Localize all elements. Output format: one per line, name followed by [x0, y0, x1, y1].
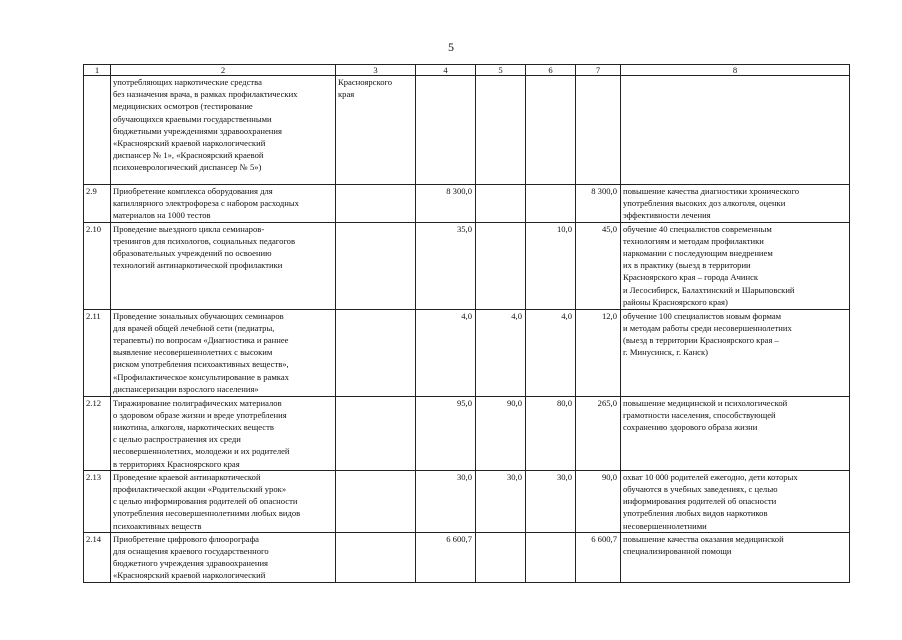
amount-year-1: 8 300,0 — [416, 185, 476, 223]
amount-total: 8 300,0 — [576, 185, 621, 223]
expected-result: повышение качества диагностики хронического употребления высоких доз алкоголя, оценки эффективности лечения — [621, 185, 850, 223]
item-code — [84, 76, 111, 185]
amount-year-3 — [526, 185, 576, 223]
item-description: Приобретение цифрового флюорографа для оснащения краевого государственного бюджетного учреждения здравоохранения «Красноярский краевой наркологический — [111, 532, 336, 582]
amount-year-2 — [476, 222, 526, 309]
item-code: 2.13 — [84, 470, 111, 532]
table-row — [84, 76, 850, 185]
table-row — [84, 222, 850, 309]
column-number: 5 — [476, 65, 526, 76]
executor-cell: Красноярского края — [336, 76, 416, 185]
column-number: 2 — [111, 65, 336, 76]
amount-year-2: 30,0 — [476, 470, 526, 532]
program-activities-table — [83, 64, 850, 583]
amount-total: 265,0 — [576, 396, 621, 470]
column-number: 8 — [621, 65, 850, 76]
expected-result: повышение медицинской и психологической грамотности населения, способствующей сохранению здорового образа жизни — [621, 396, 850, 470]
amount-year-1: 95,0 — [416, 396, 476, 470]
item-description: Проведение выездного цикла семинаров- тренингов для психологов, социальных педагогов образовательных учреждений по освоению технологий антинаркотической профилактики — [111, 222, 336, 309]
column-number: 7 — [576, 65, 621, 76]
amount-year-2: 4,0 — [476, 309, 526, 396]
table-row — [84, 396, 850, 470]
item-code: 2.12 — [84, 396, 111, 470]
column-number: 4 — [416, 65, 476, 76]
column-number: 3 — [336, 65, 416, 76]
table-row — [84, 470, 850, 532]
executor-cell — [336, 309, 416, 396]
expected-result: обучение 100 специалистов новым формам и методам работы среди несовершеннолетних (выезд в территории Красноярского края – г. Минусинск, г. Канск) — [621, 309, 850, 396]
amount-total: 12,0 — [576, 309, 621, 396]
item-description: Приобретение комплекса оборудования для капиллярного электрофореза с набором расходных материалов на 1000 тестов — [111, 185, 336, 223]
amount-year-1 — [416, 76, 476, 185]
column-number: 1 — [84, 65, 111, 76]
expected-result — [621, 76, 850, 185]
amount-year-3 — [526, 532, 576, 582]
executor-cell — [336, 396, 416, 470]
amount-year-3: 4,0 — [526, 309, 576, 396]
amount-year-2 — [476, 185, 526, 223]
table-row — [84, 309, 850, 396]
executor-cell — [336, 532, 416, 582]
amount-year-1: 4,0 — [416, 309, 476, 396]
executor-cell — [336, 185, 416, 223]
table-row — [84, 185, 850, 223]
amount-year-2: 90,0 — [476, 396, 526, 470]
item-code: 2.10 — [84, 222, 111, 309]
expected-result: охват 10 000 родителей ежегодно, дети которых обучаются в учебных заведениях, с целью информирования родителей об опасности употребления любых видов наркотиков несовершеннолетними — [621, 470, 850, 532]
amount-total: 90,0 — [576, 470, 621, 532]
executor-cell — [336, 222, 416, 309]
item-description: Проведение зональных обучающих семинаров для врачей общей лечебной сети (педиатры, терапевты) по вопросам «Диагностика и раннее выявление несовершеннолетних с высоким риском употребления психоактивных веществ», «Профилактическое консультирование в рамках диспансеризации взрослого населения» — [111, 309, 336, 396]
amount-year-2 — [476, 532, 526, 582]
amount-year-3 — [526, 76, 576, 185]
executor-cell — [336, 470, 416, 532]
item-code: 2.9 — [84, 185, 111, 223]
column-number: 6 — [526, 65, 576, 76]
table-row — [84, 532, 850, 582]
amount-year-1: 30,0 — [416, 470, 476, 532]
amount-total — [576, 76, 621, 185]
item-description: Проведение краевой антинаркотической профилактической акции «Родительский урок» с целью информирования родителей об опасности употребления несовершеннолетними любых видов психоактивных веществ — [111, 470, 336, 532]
page-number: 5 — [448, 40, 454, 54]
expected-result: повышение качества оказания медицинской специализированной помощи — [621, 532, 850, 582]
amount-year-1: 6 600,7 — [416, 532, 476, 582]
amount-total: 6 600,7 — [576, 532, 621, 582]
item-code: 2.11 — [84, 309, 111, 396]
amount-year-2 — [476, 76, 526, 185]
amount-total: 45,0 — [576, 222, 621, 309]
amount-year-1: 35,0 — [416, 222, 476, 309]
item-code: 2.14 — [84, 532, 111, 582]
column-number-row — [84, 65, 850, 76]
amount-year-3: 30,0 — [526, 470, 576, 532]
item-description: Тиражирование полиграфических материалов о здоровом образе жизни и вреде употребления никотина, алкоголя, наркотических веществ с целью распространения их среди несовершеннолетних, молодежи и их родителей в территориях Красноярского края — [111, 396, 336, 470]
amount-year-3: 10,0 — [526, 222, 576, 309]
amount-year-3: 80,0 — [526, 396, 576, 470]
item-description: употребляющих наркотические средства без назначения врача, в рамках профилактических медицинских осмотров (тестирование обучающихся краевыми государственными бюджетными учреждениями здравоохранения «Красноярский краевой наркологический диспансер № 1», «Красноярский краевой психоневрологический диспансер № 5») — [111, 76, 336, 185]
expected-result: обучение 40 специалистов современным технологиям и методам профилактики наркомании с последующим внедрением их в практику (выезд в территории Красноярского края – города Ачинск и Лесосибирск, Балахтинский и Шарыповский районы Красноярского края) — [621, 222, 850, 309]
